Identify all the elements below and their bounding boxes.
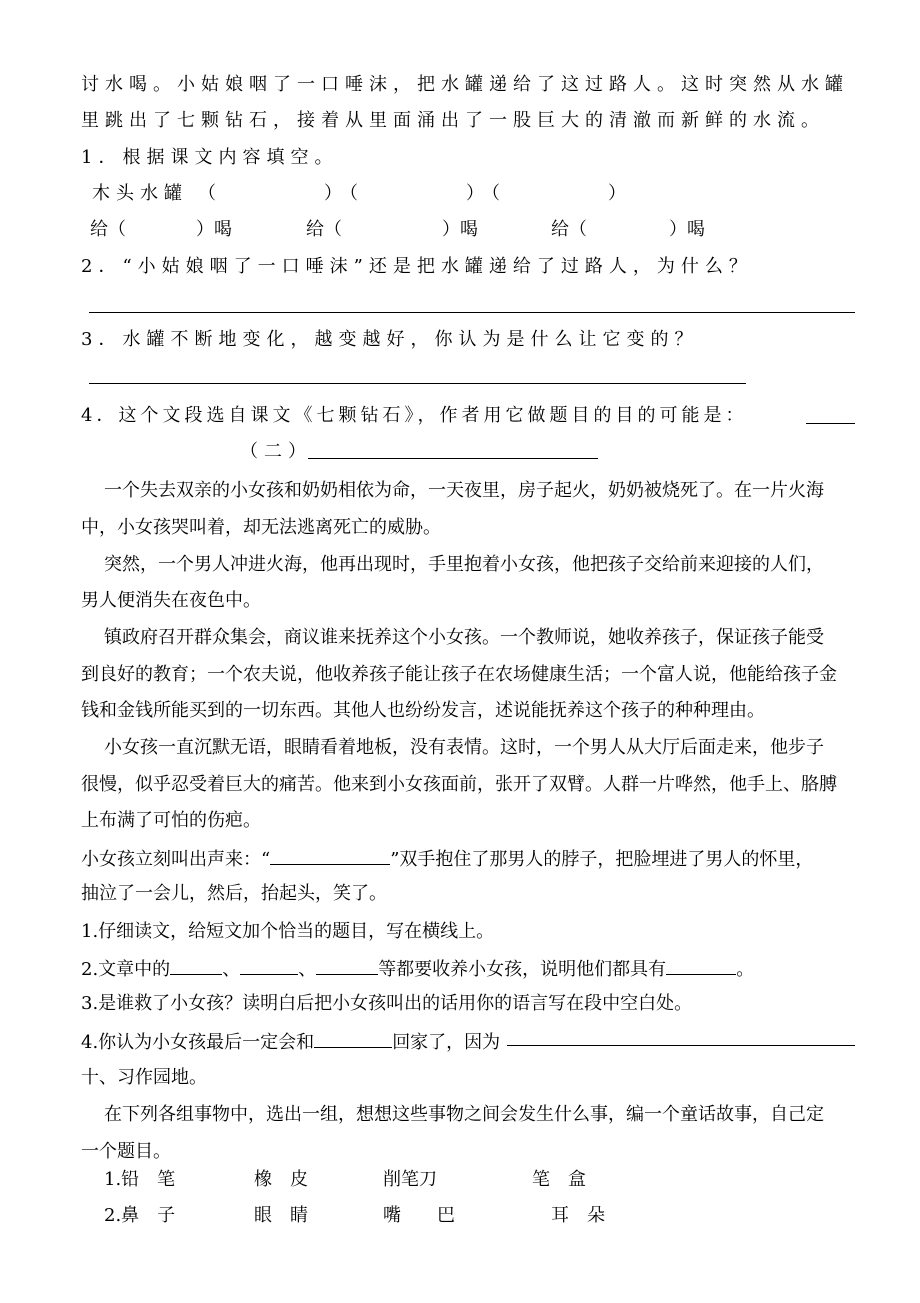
- q2-sep-2: 、: [298, 959, 317, 980]
- q4-answer-line[interactable]: [507, 1045, 855, 1046]
- q2-blank-1[interactable]: [170, 956, 222, 975]
- fill-row-2-item-3[interactable]: [551, 218, 705, 242]
- fill-row-2-item-2[interactable]: [306, 218, 478, 242]
- group-2-item-3: 嘴 巴: [383, 1205, 455, 1226]
- story-p3-line-1: 镇政府召开群众集会，商议谁来抚养这个小女孩。一个教师说，她收养孩子，保证孩子能受: [104, 627, 824, 648]
- story-question-1: 1.仔细读文，给短文加个恰当的题目，写在横线上。: [81, 921, 495, 942]
- fill-item-pre: 给（: [551, 219, 587, 240]
- story-p3-line-3: 钱和金钱所能买到的一切东西。其他人也纷纷发言，述说能抚养这个孩子的种种理由。: [81, 700, 765, 721]
- fill-item-pre: 给（: [306, 219, 342, 240]
- fill-item-post: ）喝: [669, 219, 705, 240]
- q2-sep-1: 、: [222, 959, 241, 980]
- story-p5-line-1: [81, 846, 813, 872]
- q4-blank-1[interactable]: [314, 1029, 392, 1048]
- composition-intro-line-1: 在下列各组事物中，选出一组，想想这些事物之间会发生什么事，编一个童话故事，自己定: [104, 1104, 824, 1125]
- question-2-prompt: 2．“小姑娘咽了一口唾沫”还是把水罐递给了过路人，为什么？: [81, 256, 753, 277]
- title-answer-line[interactable]: [308, 458, 598, 459]
- story-question-4: [81, 1029, 500, 1055]
- group-1-item-2: 橡 皮: [254, 1169, 308, 1190]
- answer-line-q3[interactable]: [89, 383, 746, 384]
- question-3-prompt: 3．水罐不断地变化，越变越好，你认为是什么让它变的？: [81, 329, 699, 350]
- group-1-item-1: 1.铅 笔: [104, 1169, 176, 1190]
- fill-row-2-item-1[interactable]: [90, 218, 232, 242]
- q4-text-pre: 4.你认为小女孩最后一定会和: [81, 1032, 315, 1053]
- q2-text-pre: 2.文章中的: [81, 959, 171, 980]
- group-2-item-2: 眼 睛: [254, 1205, 308, 1226]
- story-p4-line-1: 小女孩一直沉默无语，眼睛看着地板，没有表情。这时，一个男人从大厅后面走来，他步子: [104, 737, 824, 758]
- q4-text-mid: 回家了，因为: [392, 1032, 501, 1053]
- fill-item-post: ）喝: [442, 219, 478, 240]
- answer-line-q2[interactable]: [89, 312, 855, 313]
- fill-blank-1[interactable]: （ ）: [198, 183, 342, 204]
- part-2-label: （二）: [240, 441, 312, 462]
- story-p4-line-3: 上布满了可怕的伤疤。: [81, 810, 261, 831]
- story-p2-line-2: 男人便消失在夜色中。: [81, 590, 261, 611]
- group-1-item-4: 笔 盒: [532, 1169, 586, 1190]
- story-p1-line-1: 一个失去双亲的小女孩和奶奶相依为命，一天夜里，房子起火，奶奶被烧死了。在一片火海: [104, 480, 824, 501]
- q2-text-end: 。: [736, 959, 755, 980]
- quote-close-text: ”双手抱住了那男人的脖子，把脸埋进了男人的怀里，: [390, 849, 814, 870]
- group-2-item-1: 2.鼻 子: [104, 1205, 176, 1226]
- story-p2-line-1: 突然，一个男人冲进火海，他再出现时，手里抱着小女孩，他把孩子交给前来迎接的人们，: [104, 554, 824, 575]
- question-4-prompt: 4．这个文段选自课文《七颗钻石》，作者用它做题目的目的可能是：: [81, 405, 748, 426]
- story-p1-line-2: 中，小女孩哭叫着，却无法逃离死亡的威胁。: [81, 517, 441, 538]
- fill-blank-2[interactable]: （ ）: [340, 183, 484, 204]
- question-1-prompt: 1．根据课文内容填空。: [81, 147, 339, 168]
- story-question-2: [81, 956, 754, 982]
- fill-blank-3[interactable]: （ ）: [482, 183, 626, 204]
- q2-blank-2[interactable]: [240, 956, 298, 975]
- quote-open-text: 小女孩立刻叫出声来：“: [81, 849, 271, 870]
- fill-item-pre: 给（: [90, 219, 126, 240]
- passage-line-1: 讨水喝。小姑娘咽了一口唾沫，把水罐递给了这过路人。这时突然从水罐: [81, 74, 849, 95]
- group-2-item-4: 耳 朵: [551, 1205, 605, 1226]
- story-p5-line-2: 抽泣了一会儿，然后，抬起头，笑了。: [81, 883, 387, 904]
- quote-blank[interactable]: [270, 846, 390, 865]
- answer-line-q4[interactable]: [806, 423, 855, 424]
- group-1-item-3: 削笔刀: [383, 1169, 437, 1190]
- composition-heading: 十、习作园地。: [81, 1067, 207, 1088]
- q2-blank-3[interactable]: [316, 956, 378, 975]
- fill-row-1-label: 木头水罐: [92, 183, 188, 204]
- fill-item-post: ）喝: [196, 219, 232, 240]
- q2-blank-4[interactable]: [666, 956, 736, 975]
- composition-intro-line-2: 一个题目。: [81, 1141, 171, 1162]
- q2-text-mid: 等都要收养小女孩，说明他们都具有: [378, 959, 667, 980]
- story-p4-line-2: 很慢，似乎忍受着巨大的痛苦。他来到小女孩面前，张开了双臂。人群一片哗然，他手上、胳膊: [81, 774, 837, 795]
- story-question-3: 3.是谁救了小女孩？读明白后把小女孩叫出的话用你的语言写在段中空白处。: [81, 993, 693, 1014]
- passage-line-2: 里跳出了七颗钻石，接着从里面涌出了一股巨大的清澈而新鲜的水流。: [81, 110, 825, 131]
- story-p3-line-2: 到良好的教育；一个农夫说，他收养孩子能让孩子在农场健康生活；一个富人说，他能给孩子金: [81, 664, 837, 685]
